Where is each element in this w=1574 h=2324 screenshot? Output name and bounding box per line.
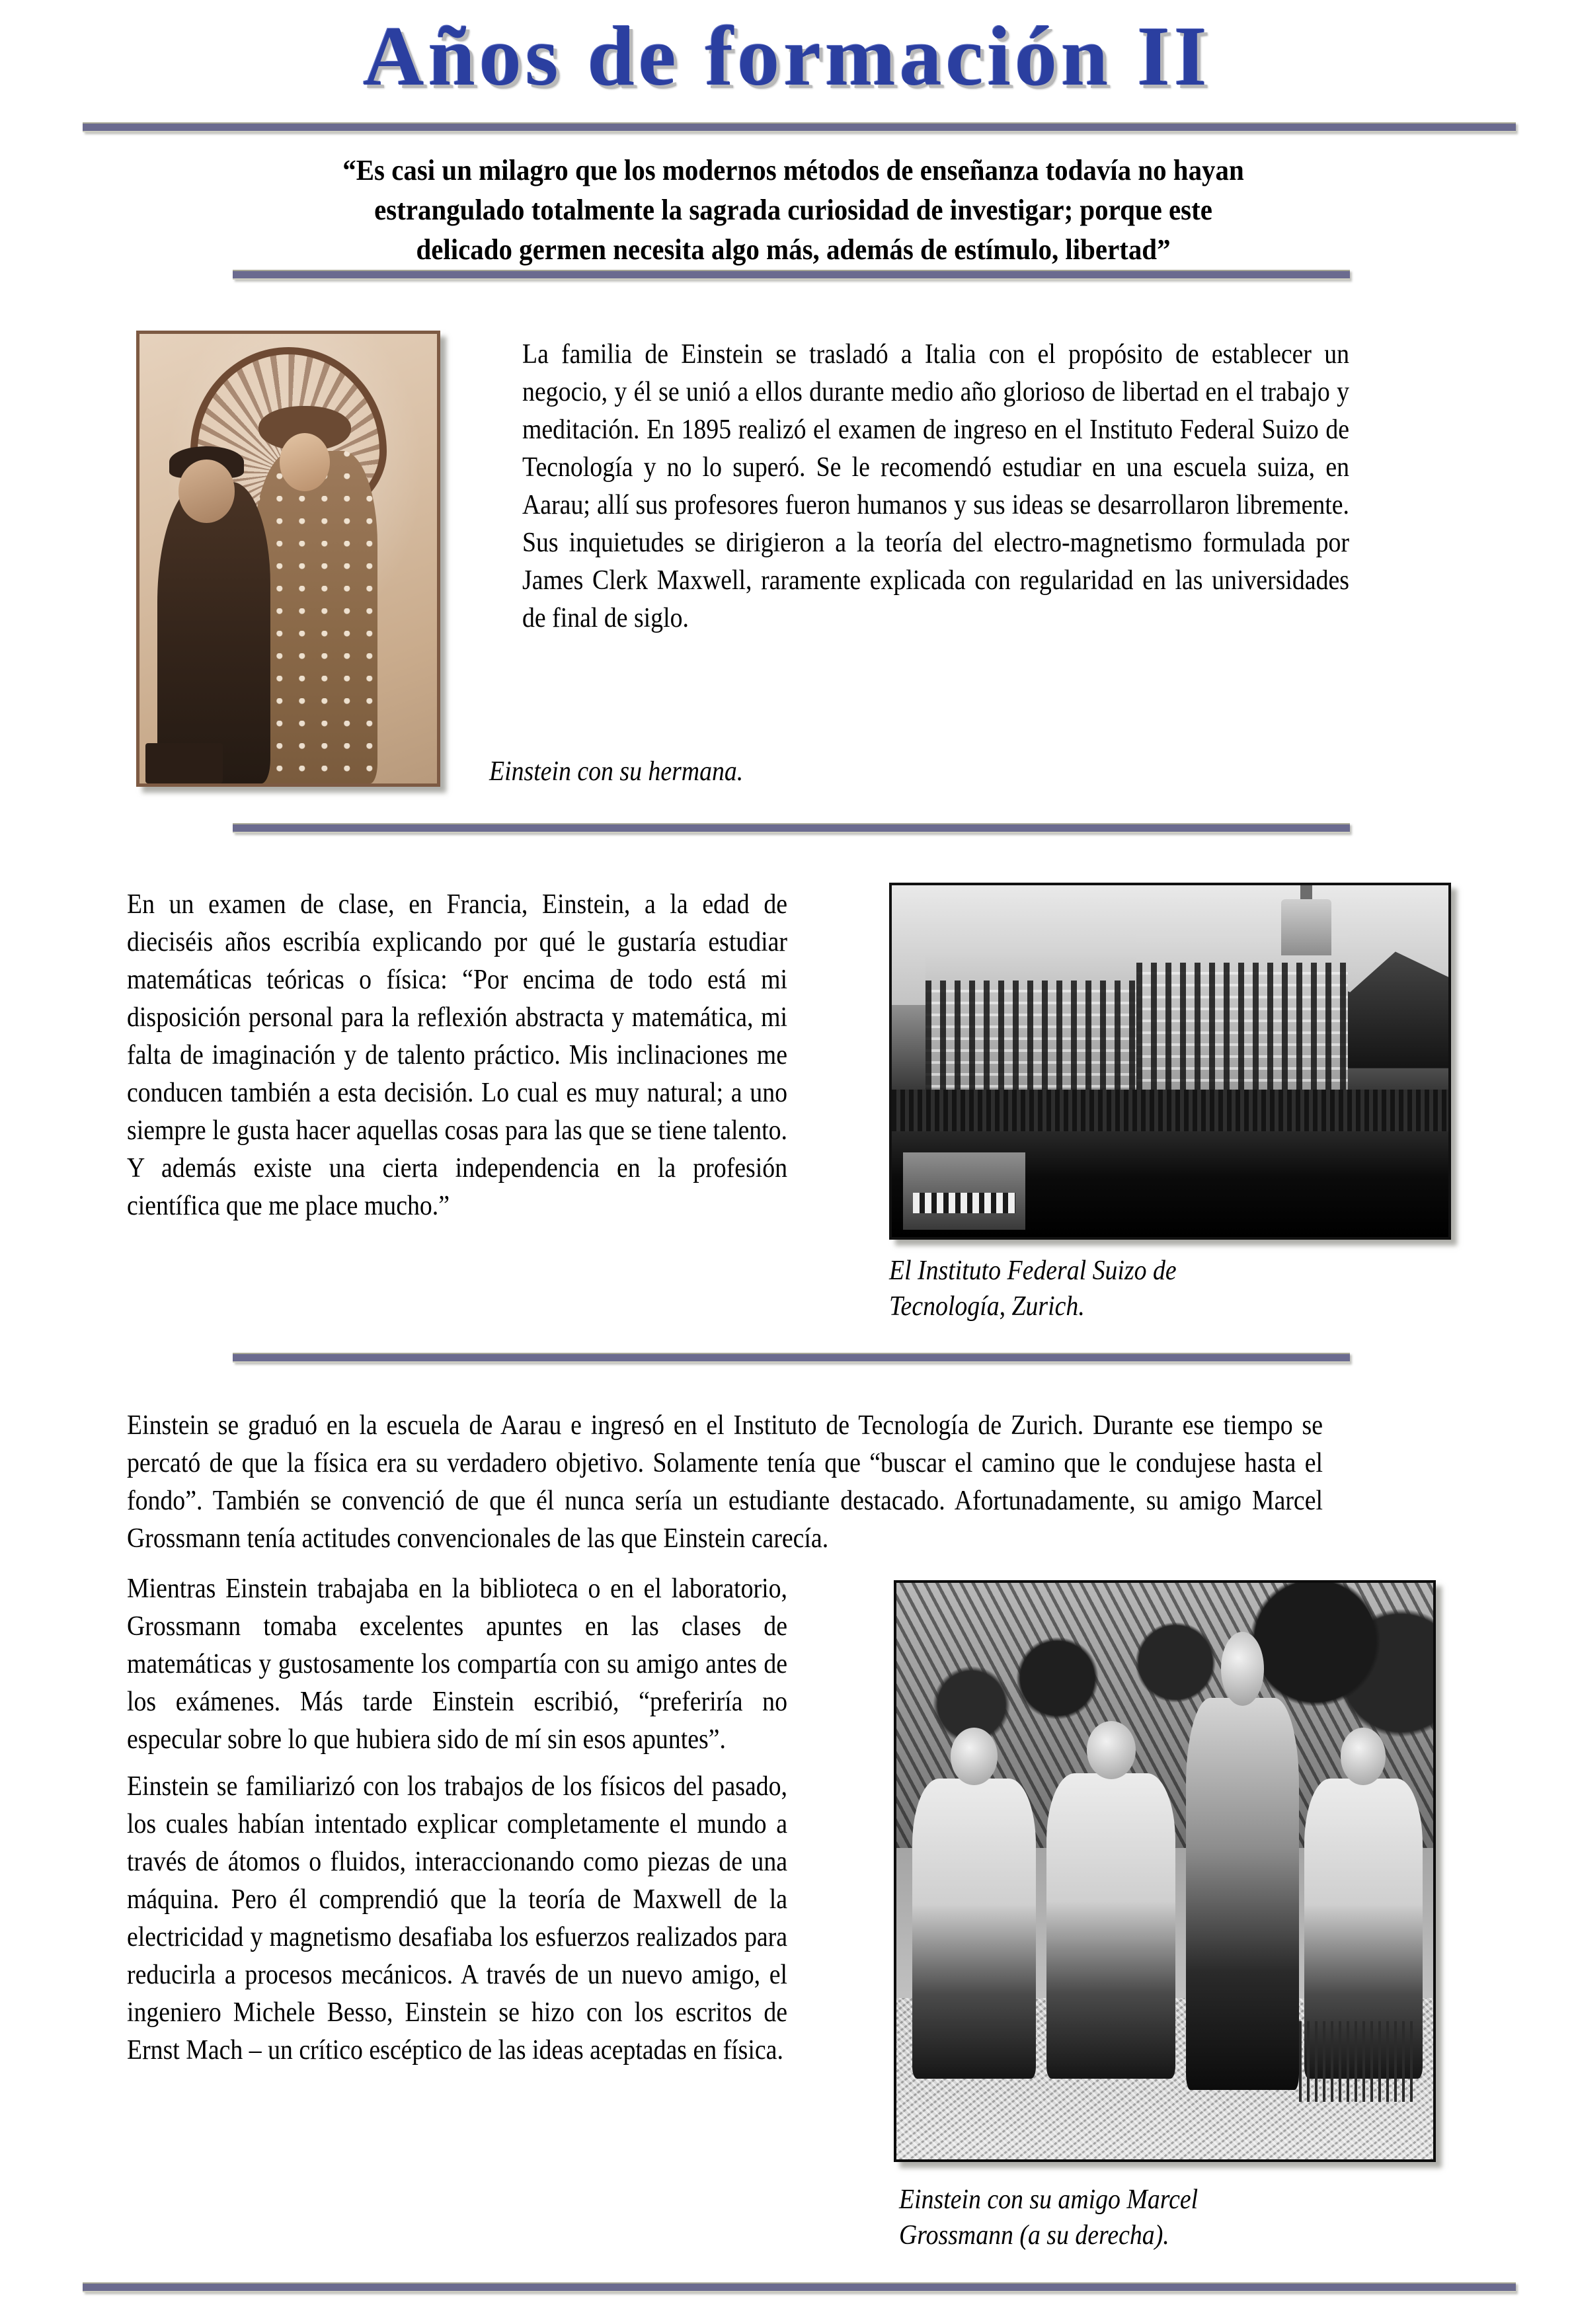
section3-photo-caption (899, 2182, 1411, 2253)
einstein-with-sister-photo (136, 331, 440, 787)
section1-paragraph: La familia de Einstein se trasladó a Italia con el propósito de establecer un negocio, y él se unió a ellos durante medio año glorioso de libertad en el trabajo y meditación. En 1895 realizó el examen de ingreso en el Instituto Federal Suizo de Tecnología y no lo superó. Se le recomendó estudiar en una escuela suiza, en Aarau; allí sus profesores fueron humanos y sus ideas se desarrollaron libremente. Sus inquietudes se dirigieron a la teoría del electro-magnetismo formulada por James Clerk Maxwell, raramente explicada con regularidad en las universidades de final de siglo. (522, 339, 1349, 633)
section2-photo-caption (889, 1253, 1401, 1324)
wicker-chair-shape (1299, 2021, 1417, 2102)
quote-line-1: “Es casi un milagro que los modernos métodos de enseñanza todavía no hayan (342, 154, 1244, 186)
institute-building-right-wing (1136, 934, 1348, 1110)
standing-man-shape (1186, 1698, 1299, 2090)
quote-line-3: delicado germen necesita algo más, además de estímulo, libertad” (416, 233, 1171, 266)
einstein-seated-shape (1046, 1773, 1175, 2079)
einstein-figure-shape (157, 482, 270, 783)
swiss-federal-institute-photo (889, 883, 1451, 1240)
section3-intro-paragraph-block (127, 1407, 1323, 1558)
section3-caption-line-1: Einstein con su amigo Marcel (899, 2184, 1199, 2215)
chair-shape (145, 743, 223, 783)
section3-intro-paragraph: Einstein se graduó en la escuela de Aarau e ingresó en el Instituto de Tecnología de Zurich. Durante ese tiempo se percató de que la física era su verdadero objetivo. Solamente tenía que “buscar el camino que le condujese hasta el fondo”. También se convenció de que él nunca sería un estudiante destacado. Afortunadamente, su amigo Marcel Grossmann tenía actitudes convencionales de las que Einstein carecía. (127, 1410, 1323, 1554)
section2-paragraph: En un examen de clase, en Francia, Einstein, a la edad de dieciséis años escribía explicando por qué le gustaría estudiar matemáticas teóricas o física: “Por encima de todo está mi disposición personal para la reflexión abstracta y matemática, mi falta de imaginación y de talento práctico. Mis inclinaciones me conducen también a esta decisión. Lo cual es muy natural; a uno siempre le gusta hacer aquellas cosas para las que se tiene talento. Y además existe una cierta independencia en la profesión científica que me place mucho.” (127, 889, 787, 1221)
cupola-tower-shape (1281, 899, 1331, 955)
seated-man-1-shape (912, 1779, 1036, 2078)
divider-after-section1 (233, 823, 1350, 833)
hedge-row-shape (892, 1090, 1448, 1132)
page-title-banner (0, 9, 1574, 103)
divider-bottom (83, 2282, 1516, 2292)
section1-paragraph-block (522, 336, 1349, 637)
quote-line-2: estrangulado totalmente la sagrada curiosidad de investigar; porque este (374, 194, 1212, 226)
section2-paragraph-block (127, 886, 787, 1225)
section2-caption-line-1: El Instituto Federal Suizo de (889, 1256, 1177, 1286)
epigraph-quote (289, 151, 1297, 270)
sister-figure-shape (253, 451, 377, 783)
sister-head-shape (280, 433, 331, 491)
divider-after-quote (233, 270, 1350, 280)
foreground-building-shape (903, 1152, 1025, 1230)
window-grid-right (1136, 963, 1348, 1100)
section1-photo-caption: Einstein con su hermana. (489, 756, 744, 787)
einstein-with-grossmann-photo (894, 1580, 1436, 2162)
section3-caption-line-2: Grossmann (a su derecha). (899, 2220, 1169, 2251)
section3-paragraph-2: Einstein se familiarizó con los trabajos de los físicos del pasado, los cuales habían intentado explicar completamente el mundo a través de átomos o fluidos, interaccionando como piezas de una máquina. Pero él comprendió que la teoría de Maxwell de la electricidad y magnetismo desafiaba los esfuerzos realizados para reducirla a procesos mecánicos. A través de un nuevo amigo, el ingeniero Michele Besso, Einstein se hizo con los escritos de Ernst Mach – un crítico escéptico de las ideas aceptadas en física. (127, 1771, 787, 2065)
divider-top (83, 122, 1516, 132)
divider-after-section2 (233, 1353, 1350, 1363)
page-title: Años de formación II (363, 9, 1211, 103)
section2-caption-line-2: Tecnología, Zurich. (889, 1291, 1085, 1322)
section3-paragraph-1: Mientras Einstein trabajaba en la biblioteca o en el laboratorio, Grossmann tomaba excelentes apuntes en las clases de matemáticas y gustosamente los compartía con su amigo antes de los exámenes. Más tarde Einstein escribió, “preferiría no especular sobre lo que hubiera sido de mí sin esos apuntes”. (127, 1574, 787, 1755)
section3-left-column (127, 1570, 787, 2069)
einstein-head-shape (178, 460, 235, 522)
